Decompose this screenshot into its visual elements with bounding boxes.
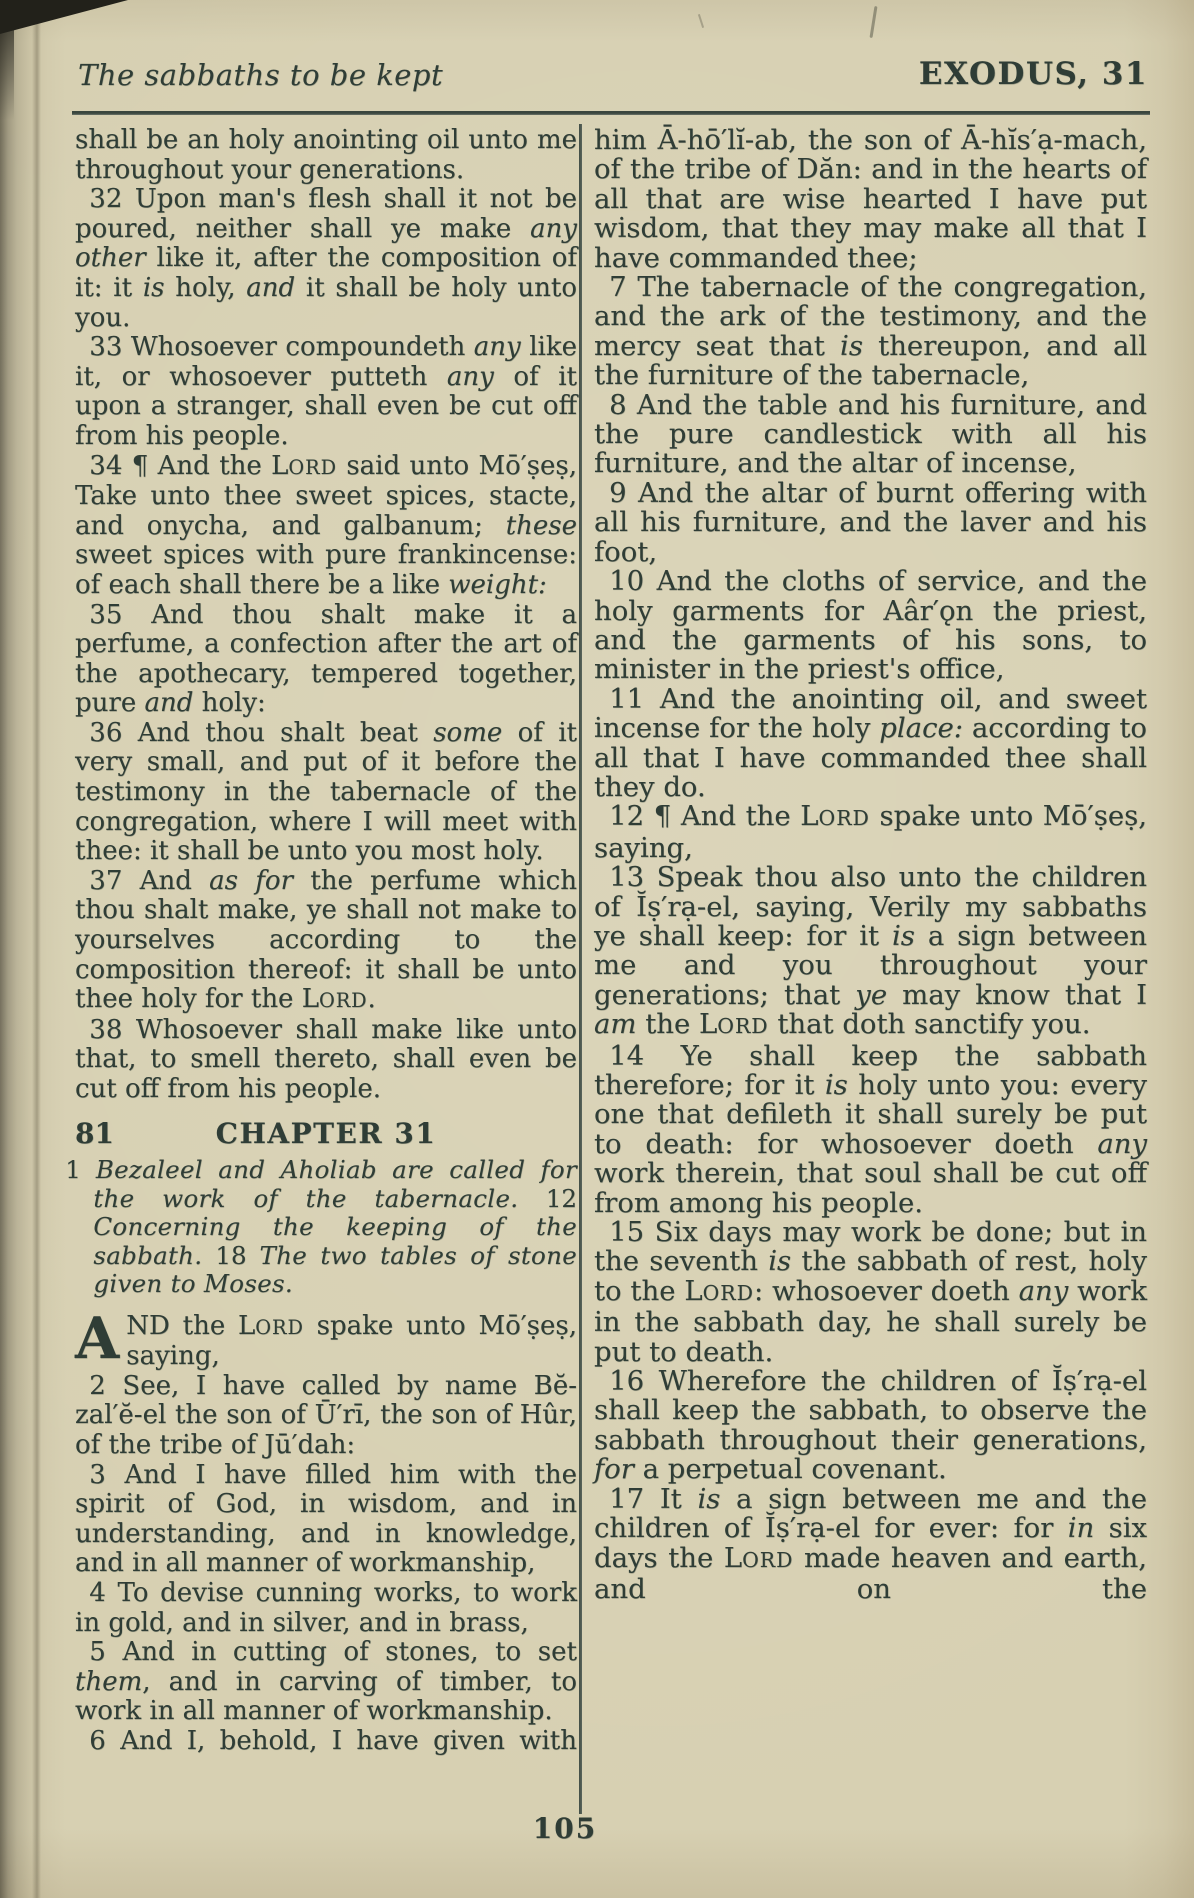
verse-paragraph: 14 Ye shall keep the sabbath therefore; for it is holy unto you: every one that defileth it shall surely be put to death: for whosoever doeth any work therein, that soul shall be cut off from among his people.: [594, 1039, 1147, 1219]
lord-smallcaps: LORD: [684, 1274, 754, 1307]
lord-smallcaps: LORD: [800, 800, 870, 833]
verse-paragraph: 12 ¶ And the LORD spake unto Mō′ṣeṣ, saying,: [594, 800, 1147, 864]
verse-paragraph: 7 The tabernacle of the congregation, and the ark of the testimony, and the mercy seat that is thereupon, and all the furniture of the tabernacle,: [594, 271, 1148, 392]
verse-paragraph: 6 And I, behold, I have given with: [89, 1726, 577, 1756]
scan-artifact: [870, 6, 878, 38]
binding-corner-shadow: [0, 0, 128, 34]
verse-paragraph: 3 And I have filled him with the spirit of God, in wisdom, and in understanding, and in knowledge, and in all manner of workmanship,: [75, 1459, 577, 1579]
verse-paragraph: 33 Whosoever compoundeth any like it, or whosoever putteth any of it upon a stranger, shall even be cut off from his people.: [75, 332, 578, 451]
verse-paragraph: 34 ¶ And the LORD said unto Mō′ṣeṣ, Take unto thee sweet spices, stacte, and onycha, and galbanum; these sweet spices with pure frankincense: of each shall there be a like weight:: [75, 450, 577, 600]
text-column-right: [594, 126, 1147, 1604]
book-chapter-heading: EXODUS, 31: [918, 56, 1148, 92]
text-column-left: [65, 125, 578, 1757]
chapter-summary: 1 Bezaleel and Aholiab are called for the work of the tabernacle. 12 Concerning the keeping of the sabbath. 18 The two tables of stone given to Moses.: [65, 1155, 578, 1299]
verse-paragraph: 10 And the cloths of service, and the holy garments for Aâr′ǫn the priest, and the garments of his sons, to minister in the priest's office,: [594, 565, 1147, 686]
chapter-heading: [75, 1116, 577, 1150]
page-number: 105: [532, 1812, 598, 1845]
gutter-crease-shadow: [32, 0, 41, 1898]
lord-smallcaps: LORD: [238, 1310, 304, 1341]
lord-smallcaps: LORD: [271, 450, 337, 481]
scan-artifact: [698, 14, 704, 28]
verse-paragraph: 5 And in cutting of stones, to set them, and in carving of timber, to work in all manner of workmanship.: [75, 1637, 577, 1727]
header-rule: [72, 111, 1150, 115]
verse-paragraph: 37 And as for the perfume which thou shalt make, ye shall not make to yourselves according to the composition thereof: it shall be unto thee holy for the LORD.: [75, 865, 577, 1015]
binding-edge-shadow: [0, 0, 14, 120]
verse-paragraph: AND the LORD spake unto Mō′ṣeṣ, saying,: [75, 1304, 577, 1372]
verse-paragraph: 11 And the anointing oil, and sweet incense for the holy place: according to all that I have commanded thee shall they do.: [594, 682, 1147, 803]
verse-paragraph: 32 Upon man's flesh shall it not be poured, neither shall ye make any other like it, after the composition of it: it is holy, and it shall be holy unto you.: [75, 184, 577, 333]
verse-paragraph: 9 And the altar of burnt offering with all his furniture, and the laver and his foot,: [594, 476, 1147, 568]
verse-paragraph: 16 Wherefore the children of Ĭṣ′rạ-el shall keep the sabbath, to observe the sabbath throughout their generations, for a perpetual covenant.: [594, 1365, 1147, 1486]
verse-paragraph: 38 Whosoever shall make like unto that, to smell thereto, shall even be cut off from his people.: [75, 1014, 577, 1104]
chapter-title: CHAPTER 31: [215, 1116, 437, 1150]
lord-smallcaps: LORD: [699, 1008, 769, 1041]
verse-paragraph: him Ā-hō′lĭ-ab, the son of Ā-hĭs′ạ-mach, of the tribe of Dăn: and in the hearts of all that are wise hearted I have put wisdom, that they may make all that I have commanded thee;: [594, 124, 1147, 274]
verse-paragraph: 4 To devise cunning works, to work in gold, and in silver, and in brass,: [75, 1578, 577, 1638]
lord-smallcaps: LORD: [301, 984, 368, 1015]
running-head: The sabbaths to be kept: [78, 58, 444, 92]
verse-paragraph: shall be an holy anointing oil unto me throughout your generations.: [75, 125, 577, 185]
lord-smallcaps: LORD: [723, 1541, 794, 1574]
verse-paragraph: 13 Speak thou also unto the children of Ĭṣ′rạ-el, saying, Verily my sabbaths ye shall keep: for it is a sign between me and you throughout your generations; that ye may know that I am the LORD that doth sanctify you.: [594, 861, 1148, 1041]
verse-paragraph: 8 And the table and his furniture, and the pure candlestick with all his furniture, and the altar of incense,: [594, 388, 1147, 480]
verse-paragraph: 36 And thou shalt beat some of it very small, and put of it before the testimony in the tabernacle of the congregation, where I will meet with thee: it shall be unto you most holy.: [75, 717, 578, 867]
verse-paragraph: 35 And thou shalt make it a perfume, a confection after the art of the apothecary, tempered together, pure and holy:: [75, 599, 577, 719]
drop-cap: A: [75, 1304, 120, 1372]
verse-paragraph: 17 It is a sign between me and the children of Ĭṣ′rạ-el for ever: for in six days the LORD made heaven and earth, and on the: [594, 1482, 1148, 1605]
column-divider-rule: [579, 124, 582, 1814]
verse-paragraph: 2 See, I have called by name Bĕ-zal′ĕ-el the son of Ū′rī, the son of Hûr, of the tribe of Jū′dah:: [75, 1370, 577, 1461]
signature-number: 81: [75, 1116, 114, 1150]
verse-paragraph: 15 Six days may work be done; but in the seventh is the sabbath of rest, holy to the LORD: whosoever doeth any work in the sabbath day, he shall surely be put to death.: [594, 1216, 1147, 1368]
